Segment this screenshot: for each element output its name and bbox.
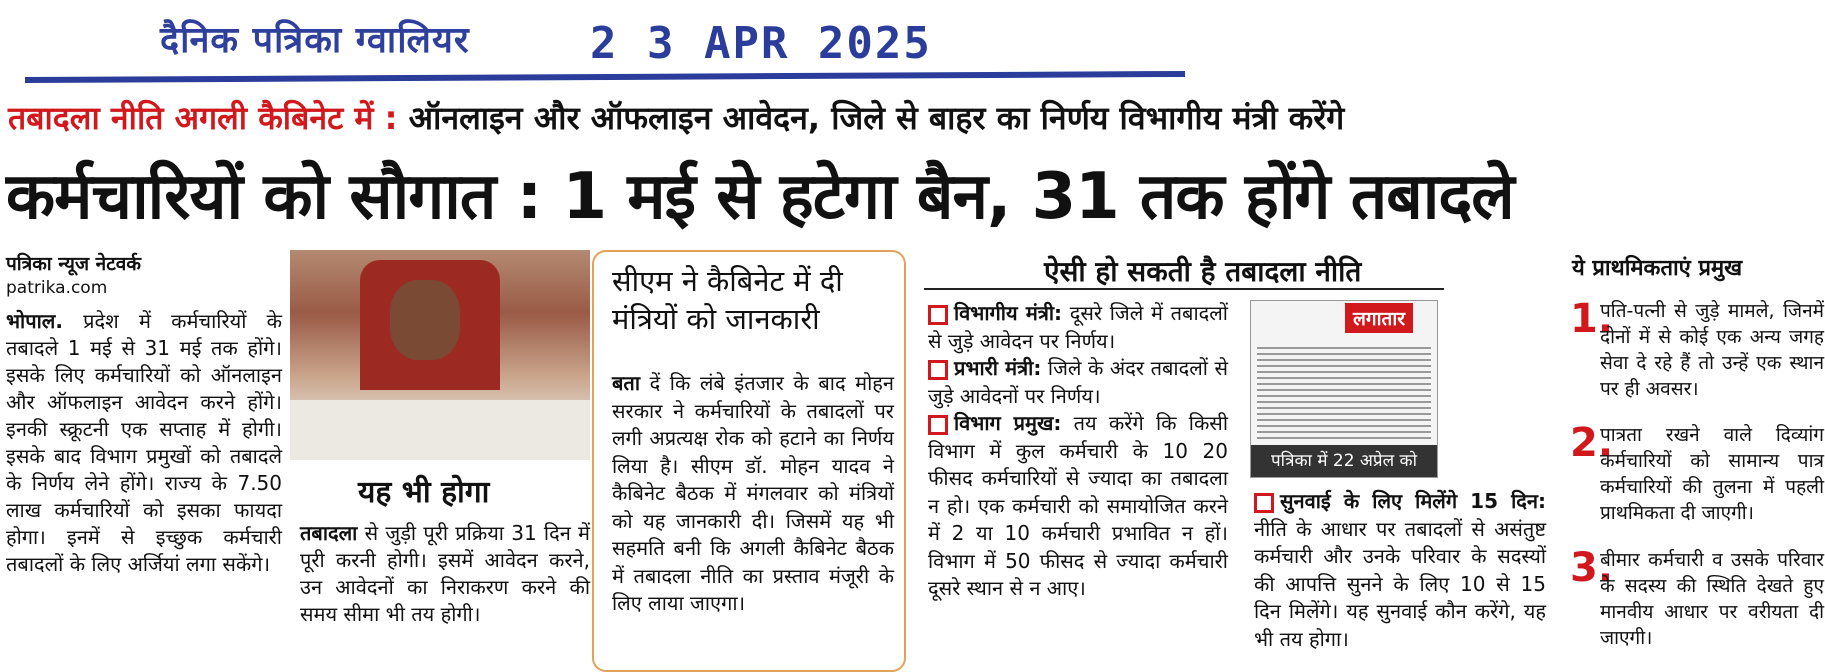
section1-body bbox=[300, 520, 590, 628]
date-stamp: 2 3 APR 2025 bbox=[590, 18, 932, 69]
byline: पत्रिका न्यूज नेटवर्क bbox=[6, 253, 141, 275]
square-bullet-icon bbox=[928, 305, 948, 325]
masthead-rule bbox=[25, 71, 1185, 83]
section1-text: से जुड़ी पूरी प्रक्रिया 31 दिन में पूरी करनी होगी। इसमें आवेदन करने, उन आवेदनों का निराकरण करने की समय सीमा भी तय होगी। bbox=[300, 521, 591, 626]
box-title: सीएम ने कैबिनेट में दी मंत्रियों को जानकारी bbox=[612, 264, 843, 336]
priority-item: पात्रता रखने वाले दिव्यांग कर्मचारियों को सामान्य पात्र कर्मचारियों की तुलना में पहली प्राथमिकता दी जाएगी। bbox=[1600, 424, 1824, 524]
section1-lead-word: तबादला bbox=[300, 521, 358, 545]
website: patrika.com bbox=[6, 278, 108, 298]
policy-item: विभाग प्रमुख: तय करेंगे कि किसी विभाग में कुल कर्मचारी के 10 20 फीसद कर्मचारियों से ज्यादा का तबादला न हो। एक कर्मचारी को समायोजित करने में 2 या 10 कर्मचारी प्रभावित न हों। विभाग में 50 फीसद से ज्यादा कर्मचारी दूसरे स्थान से न आए। bbox=[928, 411, 1229, 600]
square-bullet-icon bbox=[1254, 493, 1274, 513]
square-bullet-icon bbox=[928, 415, 948, 435]
square-bullet-icon bbox=[928, 360, 948, 380]
kicker-red: तबादला नीति अगली कैबिनेट में : bbox=[8, 99, 398, 137]
priority-item: बीमार कर्मचारी व उसके परिवार के सदस्य की स्थिति देखते हुए मानवीय आधार पर वरीयता दी जाएगी। bbox=[1600, 549, 1824, 649]
box-text: दें कि लंबे इंतजार के बाद मोहन सरकार ने कर्मचारियों के तबादलों पर लगी अप्रत्यक्ष रोक को हटाने का निर्णय लिया है। सीएम डॉ. मोहन यादव ने कैबिनेट बैठक में मंगलवार को मंत्रियों को यह जानकारी दी। जिसमें यह भी सहमति बनी कि अगली कैबिनेट बैठक में तबादला नीति का प्रस्ताव मंजूरी के लिए लाया जाएगा। bbox=[612, 371, 894, 615]
policy-item: प्रभारी मंत्री: जिले के अंदर तबादलों से जुड़े आवेदनों पर निर्णय। bbox=[928, 356, 1229, 408]
kicker bbox=[8, 96, 1344, 139]
policy-items bbox=[928, 300, 1228, 603]
previous-clipping bbox=[1250, 300, 1438, 478]
clipping-caption: पत्रिका में 22 अप्रेल को bbox=[1251, 445, 1437, 477]
policy-heading: ऐसी हो सकती है तबादला नीति bbox=[1044, 255, 1362, 288]
clipping-tag: लगातार bbox=[1345, 303, 1413, 333]
subhead-yah-bhi-hoga: यह भी होगा bbox=[358, 475, 490, 510]
kicker-text: ऑनलाइन और ऑफलाइन आवेदन, जिले से बाहर का निर्णय विभागीय मंत्री करेंगे bbox=[408, 99, 1345, 137]
box-body bbox=[612, 370, 894, 618]
policy-item: विभागीय मंत्री: दूसरे जिले में तबादलों से जुड़े आवेदन पर निर्णय। bbox=[928, 301, 1228, 353]
priority-number: 1. bbox=[1570, 296, 1614, 342]
priority-number: 2. bbox=[1570, 420, 1614, 466]
priority-number: 3. bbox=[1570, 545, 1614, 591]
box-lead-word: बता bbox=[612, 371, 640, 395]
cm-photo bbox=[290, 250, 590, 460]
priorities-heading: ये प्राथमिकताएं प्रमुख bbox=[1572, 256, 1743, 281]
lead-paragraph bbox=[6, 308, 282, 578]
headline: कर्मचारियों को सौगात : 1 मई से हटेगा बैन, 31 तक होंगे तबादले bbox=[6, 160, 1514, 234]
lead-text: प्रदेश में कर्मचारियों के तबादले 1 मई से 31 मई तक होंगे। इसके लिए कर्मचारियों को ऑनलाइन और ऑफलाइन आवेदन करने होंगे। इनकी स्क्रूटनी एक सप्ताह में होगी। इसके बाद विभाग प्रमुखों को तबादले के निर्णय लेने होंगे। राज्य के 7.50 लाख कर्मचारियों को इसका फायदा होगा। इनमें से इच्छुक कर्मचारी तबादलों के लिए अर्जियां लगा सकेंगे। bbox=[6, 309, 282, 576]
policy-rule bbox=[924, 288, 1444, 290]
priority-item: पति-पत्नी से जुड़े मामले, जिनमें दोनों में से कोई एक अन्य जगह सेवा दे रहे हैं तो उन्हें एक स्थान पर ही अवसर। bbox=[1600, 300, 1824, 400]
dateline: भोपाल. bbox=[6, 309, 63, 333]
hearing-item: सुनवाई के लिए मिलेंगे 15 दिन: नीति के आधार पर तबादलों से असंतुष्ट कर्मचारी और उनके परिवार के सदस्यों की आपत्ति सुनने के लिए 10 से 15 दिन मिलेंगे। यह सुनवाई कौन करेंगे, यह भी तय होगा। bbox=[1254, 489, 1546, 651]
newspaper-name: दैनिक पत्रिका ग्वालियर bbox=[160, 20, 470, 61]
